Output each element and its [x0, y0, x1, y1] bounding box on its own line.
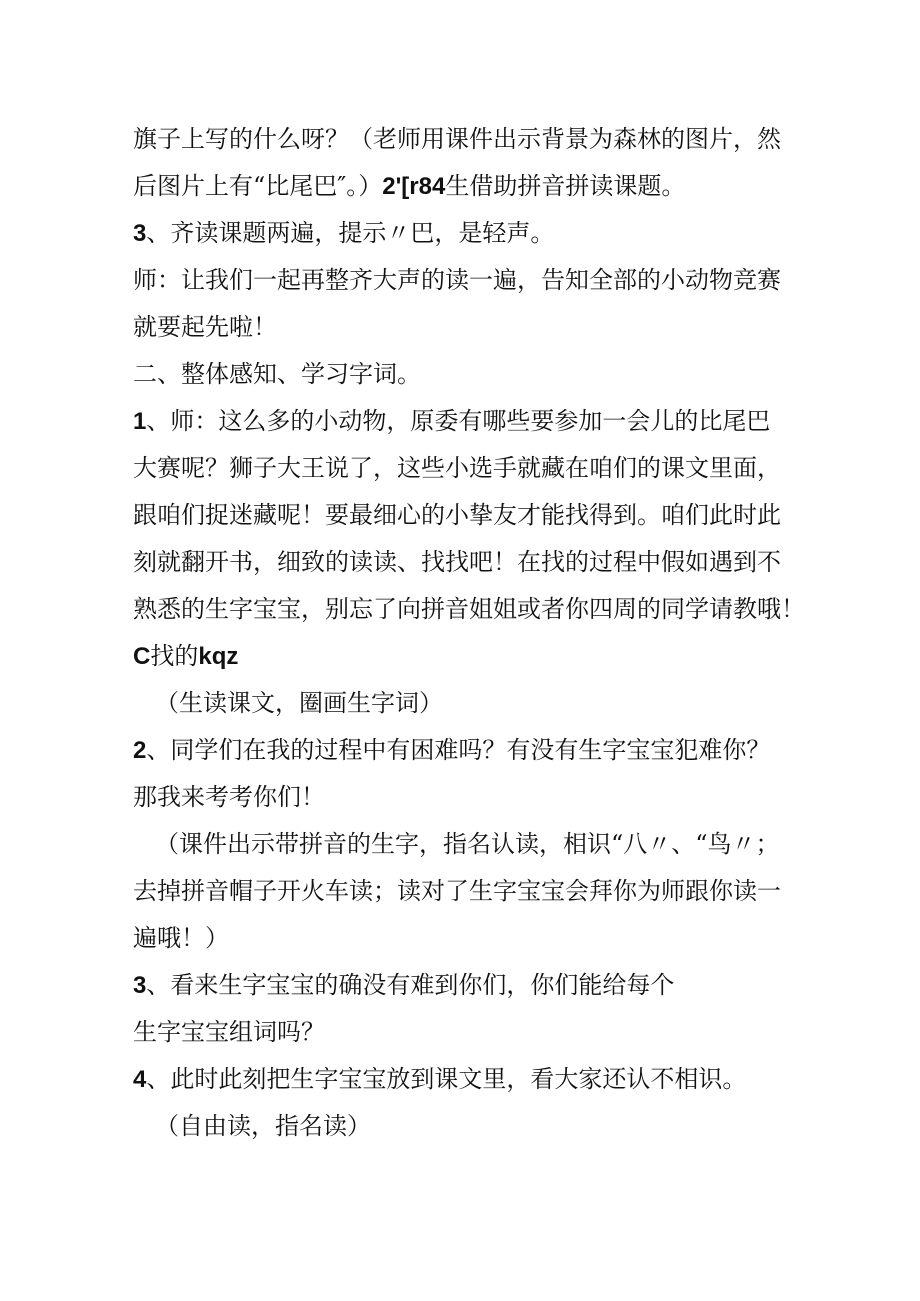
line-text: 生借助拼音拼读课题。	[445, 172, 686, 200]
paragraph-line: 生字宝宝组词吗？	[133, 1018, 325, 1046]
paragraph-line: 跟咱们捉迷藏呢！要最细心的小挚友才能找得到。咱们此时此	[133, 501, 781, 529]
paragraph-line: 4、此时此刻把生字宝宝放到课文里，看大家还认不相识。	[133, 1065, 747, 1093]
paragraph-line: 那我来考考你们！	[133, 783, 325, 811]
garbled-text: C	[133, 643, 151, 670]
paragraph-line: 遍哦！）	[133, 924, 229, 952]
paragraph-line: （生读课文，圈画生字词）	[155, 689, 443, 717]
paragraph-line: 3、看来生字宝宝的确没有难到你们，你们能给每个	[133, 971, 675, 999]
paragraph-line: （课件出示带拼音的生字，指名认读，相识“八〃、“鸟〃；	[155, 830, 780, 858]
item-number: 3	[133, 220, 147, 247]
document-body	[133, 116, 823, 1150]
paragraph-line: （自由读，指名读）	[155, 1112, 371, 1140]
line-text: 找的	[150, 642, 199, 670]
item-number: 2	[133, 737, 147, 764]
paragraph-line: 旗子上写的什么呀？（老师用课件出示背景为森林的图片，然	[133, 125, 781, 153]
paragraph-line	[133, 633, 823, 680]
section-heading: 二、整体感知、学习字词。	[133, 360, 421, 388]
garbled-text: kqz	[198, 643, 239, 670]
item-number: 3	[133, 972, 147, 999]
paragraph-line: 去掉拼音帽子开火车读；读对了生字宝宝会拜你为师跟你读一	[133, 877, 781, 905]
paragraph-line: 2、同学们在我的过程中有困难吗？有没有生字宝宝犯难你？	[133, 736, 771, 764]
paragraph-line: 就要起先啦！	[133, 313, 277, 341]
paragraph-line: 大赛呢？狮子大王说了，这些小选手就藏在咱们的课文里面，	[133, 454, 781, 482]
item-number: 1	[133, 408, 147, 435]
paragraph-line: 1、师：这么多的小动物，原委有哪些要参加一会儿的比尾巴	[133, 407, 771, 435]
paragraph-line	[133, 163, 823, 210]
paragraph-line: 刻就翻开书，细致的读读、找找吧！在找的过程中假如遇到不	[133, 548, 781, 576]
paragraph-line: 3、齐读课题两遍，提示〃巴，是轻声。	[133, 219, 555, 247]
garbled-text: 2'[r84	[382, 173, 446, 200]
paragraph-line: 熟悉的生字宝宝，别忘了向拼音姐姐或者你四周的同学请教哦！	[133, 595, 805, 623]
line-text: 后图片上有“比尾巴″。）	[133, 172, 383, 200]
item-number: 4	[133, 1066, 147, 1093]
paragraph-line: 师：让我们一起再整齐大声的读一遍，告知全部的小动物竞赛	[133, 266, 781, 294]
